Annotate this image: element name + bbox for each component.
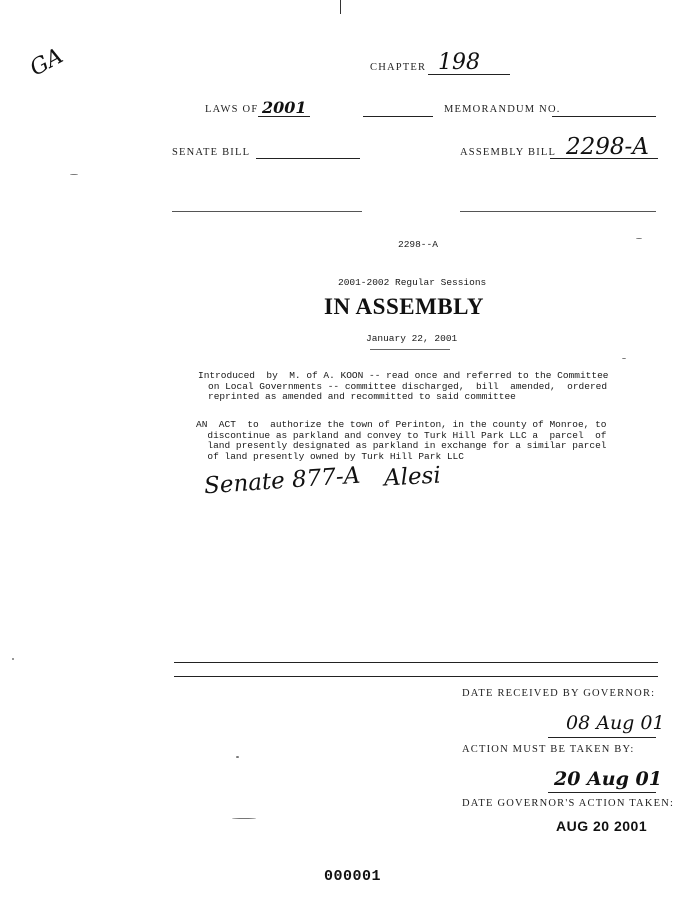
- action-due-label: ACTION MUST BE TAKEN BY:: [462, 744, 635, 755]
- top-margin-tick: [340, 0, 341, 14]
- date-action-stamp: AUG 20 2001: [556, 818, 648, 834]
- footer-separator-1: [174, 662, 658, 663]
- action-due-value: 20 Aug 01: [554, 768, 662, 790]
- in-assembly-heading: IN ASSEMBLY: [324, 294, 484, 319]
- act-line: AN ACT to authorize the town of Perinton, in the county of Monroe, to: [196, 419, 607, 430]
- assembly-bill-value: 2298-A: [566, 134, 649, 160]
- laws-label: LAWS OF: [205, 104, 259, 115]
- introduced-line: Introduced by M. of A. KOON -- read once and referred to the Committee: [198, 370, 609, 381]
- scan-speck: [70, 174, 78, 175]
- chapter-underline: [428, 74, 510, 75]
- corner-handwritten-mark: GA: [26, 43, 68, 82]
- scan-speck: [232, 818, 256, 819]
- bill-date: January 22, 2001: [366, 333, 458, 344]
- introduced-line: reprinted as amended and recommitted to said committee: [208, 391, 516, 402]
- act-line: of land presently owned by Turk Hill Park LLC: [196, 450, 464, 462]
- act-title-paragraph: [196, 420, 606, 462]
- action-due-underline: [548, 792, 656, 793]
- scan-speck: [636, 238, 642, 239]
- date-received-value: 08 Aug 01: [566, 712, 665, 734]
- header-separator-left: [172, 211, 362, 212]
- scan-speck: [12, 658, 14, 660]
- date-rule: [370, 349, 450, 350]
- handwritten-senate-bill: Senate 877-A: [203, 462, 362, 500]
- senate-bill-label: SENATE BILL: [172, 147, 251, 158]
- senate-bill-underline: [256, 158, 360, 159]
- introduced-paragraph: [198, 371, 608, 403]
- laws-underline: [258, 116, 310, 117]
- chapter-value: 198: [438, 50, 480, 75]
- session-line: 2001-2002 Regular Sessions: [338, 277, 487, 288]
- scan-speck: [236, 756, 239, 758]
- introduced-line: on Local Governments -- committee discharged, bill amended, ordered: [208, 380, 608, 392]
- laws-blank-line: [363, 116, 433, 117]
- memorandum-underline: [552, 116, 656, 117]
- act-line: land presently designated as parkland in exchange for a similar parcel: [196, 440, 607, 451]
- memorandum-label: MEMORANDUM NO.: [444, 104, 561, 115]
- header-separator-right: [460, 211, 656, 212]
- bill-number: 2298--A: [398, 239, 438, 250]
- date-received-underline: [548, 737, 656, 738]
- assembly-bill-label: ASSEMBLY BILL: [460, 147, 557, 158]
- date-received-label: DATE RECEIVED BY GOVERNOR:: [462, 688, 656, 699]
- chapter-label: CHAPTER: [370, 62, 427, 73]
- laws-value: 2001: [262, 98, 307, 117]
- handwritten-sponsor: Alesi: [383, 462, 442, 492]
- act-line: discontinue as parkland and convey to Turk Hill Park LLC a parcel of: [196, 429, 607, 441]
- scan-speck: [622, 358, 626, 359]
- footer-separator-2: [174, 676, 658, 677]
- page-number-stamp: 000001: [324, 868, 382, 885]
- assembly-bill-underline: [550, 158, 658, 159]
- date-action-label: DATE GOVERNOR'S ACTION TAKEN:: [462, 798, 675, 809]
